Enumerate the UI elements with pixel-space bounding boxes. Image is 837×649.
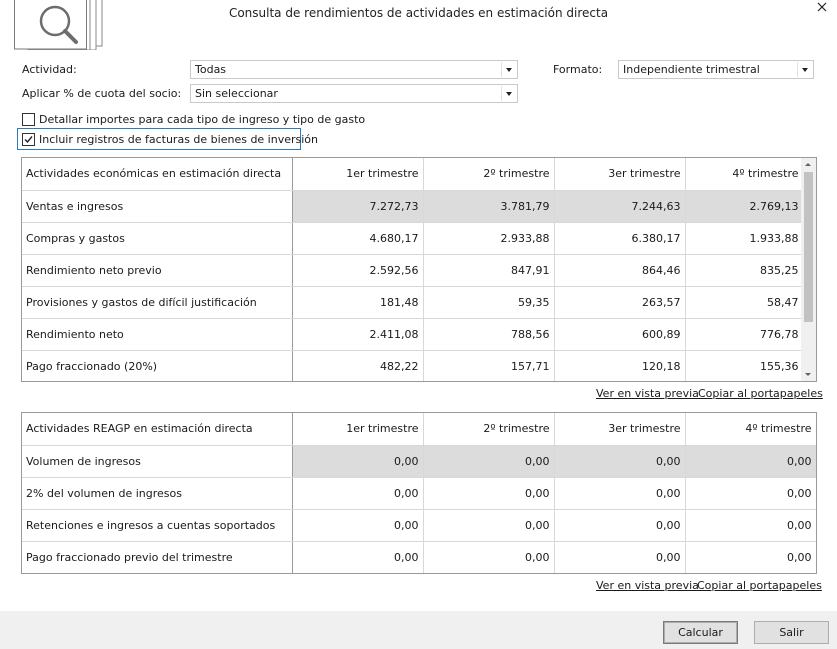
reagp-activities-grid[interactable] — [21, 412, 817, 574]
formato-select-value: Independiente trimestral — [623, 63, 760, 76]
column-header-quarter[interactable]: 3er trimestre — [554, 413, 685, 445]
close-icon[interactable] — [812, 0, 832, 16]
table-row[interactable] — [22, 254, 803, 286]
scrollbar-thumb[interactable] — [804, 172, 813, 322]
table-header-row[interactable] — [22, 413, 816, 445]
table-cell[interactable]: 835,25 — [685, 254, 803, 286]
table-cell[interactable]: 0,00 — [423, 445, 554, 477]
table-row[interactable] — [22, 541, 816, 573]
copy-link-table2[interactable]: Copiar al portapapeles — [697, 579, 822, 592]
table-cell[interactable]: 0,00 — [292, 445, 423, 477]
table-cell[interactable]: 157,71 — [423, 350, 554, 382]
table-cell[interactable]: 847,91 — [423, 254, 554, 286]
table-row[interactable] — [22, 318, 803, 350]
incluir-checkbox[interactable] — [22, 133, 35, 146]
column-header-quarter[interactable]: 1er trimestre — [292, 158, 423, 190]
table-cell[interactable]: 7.272,73 — [292, 190, 423, 222]
chevron-down-icon[interactable] — [797, 62, 812, 77]
economic-activities-grid[interactable] — [21, 157, 817, 382]
table-cell[interactable]: 181,48 — [292, 286, 423, 318]
table-cell[interactable]: 2.592,56 — [292, 254, 423, 286]
table-row[interactable] — [22, 509, 816, 541]
table-cell[interactable]: 0,00 — [685, 477, 816, 509]
table-row[interactable] — [22, 286, 803, 318]
calcular-button[interactable]: Calcular — [663, 621, 738, 644]
column-header-quarter[interactable]: 2º trimestre — [423, 158, 554, 190]
row-label[interactable]: Volumen de ingresos — [22, 445, 292, 477]
cuota-label: Aplicar % de cuota del socio: — [22, 87, 182, 100]
column-header-quarter[interactable]: 4º trimestre — [685, 413, 816, 445]
detallar-checkbox[interactable] — [22, 113, 35, 126]
copy-link-table1[interactable]: Copiar al portapapeles — [698, 387, 823, 400]
scroll-up-icon[interactable] — [801, 158, 816, 170]
table-cell[interactable]: 59,35 — [423, 286, 554, 318]
cuota-select[interactable] — [190, 84, 518, 103]
table-cell[interactable]: 0,00 — [554, 541, 685, 573]
detallar-checkbox-label: Detallar importes para cada tipo de ingreso y tipo de gasto — [39, 112, 366, 126]
chevron-down-icon[interactable] — [501, 62, 516, 77]
table-cell[interactable]: 0,00 — [554, 509, 685, 541]
table-cell[interactable]: 0,00 — [292, 541, 423, 573]
table-cell[interactable]: 1.933,88 — [685, 222, 803, 254]
preview-link-table1[interactable]: Ver en vista previa — [596, 387, 699, 400]
row-label[interactable]: Pago fraccionado (20%) — [22, 350, 292, 382]
column-header-quarter[interactable]: 1er trimestre — [292, 413, 423, 445]
table-cell[interactable]: 2.411,08 — [292, 318, 423, 350]
table-cell[interactable]: 0,00 — [423, 541, 554, 573]
row-label[interactable]: Rendimiento neto — [22, 318, 292, 350]
reagp-activities-table — [22, 413, 817, 574]
preview-link-table2[interactable]: Ver en vista previa — [596, 579, 699, 592]
incluir-checkbox-label: Incluir registros de facturas de bienes de inversión — [39, 132, 319, 146]
table-row[interactable] — [22, 222, 803, 254]
table-cell[interactable]: 7.244,63 — [554, 190, 685, 222]
table-cell[interactable]: 0,00 — [685, 509, 816, 541]
formato-select[interactable] — [618, 60, 814, 79]
detallar-checkbox-row[interactable] — [22, 109, 365, 129]
table-header-row[interactable] — [22, 158, 803, 190]
column-header-concept[interactable]: Actividades económicas en estimación directa — [22, 158, 292, 190]
row-label[interactable]: Rendimiento neto previo — [22, 254, 292, 286]
row-label[interactable]: Retenciones e ingresos a cuentas soportados — [22, 509, 292, 541]
row-label[interactable]: Ventas e ingresos — [22, 190, 292, 222]
table-cell[interactable]: 0,00 — [423, 509, 554, 541]
scroll-down-icon[interactable] — [801, 369, 816, 381]
table-row[interactable] — [22, 477, 816, 509]
table-cell[interactable]: 0,00 — [292, 509, 423, 541]
economic-activities-table — [22, 158, 804, 382]
formato-label: Formato: — [553, 63, 603, 76]
row-label[interactable]: Provisiones y gastos de difícil justificación — [22, 286, 292, 318]
table-cell[interactable]: 788,56 — [423, 318, 554, 350]
window-title: Consulta de rendimientos de actividades en estimación directa — [228, 6, 609, 20]
chevron-down-icon[interactable] — [501, 86, 516, 101]
table-cell[interactable]: 0,00 — [685, 541, 816, 573]
table-cell[interactable]: 0,00 — [292, 477, 423, 509]
actividad-select-value: Todas — [195, 63, 227, 76]
table-cell[interactable]: 155,36 — [685, 350, 803, 382]
table-cell[interactable]: 58,47 — [685, 286, 803, 318]
row-label[interactable]: Compras y gastos — [22, 222, 292, 254]
table-cell[interactable]: 263,57 — [554, 286, 685, 318]
salir-button[interactable]: Salir — [754, 621, 829, 644]
row-label[interactable]: 2% del volumen de ingresos — [22, 477, 292, 509]
table-cell[interactable]: 0,00 — [554, 477, 685, 509]
table-cell[interactable]: 0,00 — [423, 477, 554, 509]
actividad-label: Actividad: — [22, 63, 77, 76]
incluir-checkbox-row[interactable] — [17, 128, 319, 150]
column-header-quarter[interactable]: 3er trimestre — [554, 158, 685, 190]
row-label[interactable]: Pago fraccionado previo del trimestre — [22, 541, 292, 573]
cuota-select-value: Sin seleccionar — [195, 87, 278, 100]
column-header-quarter[interactable]: 4º trimestre — [685, 158, 803, 190]
table-cell[interactable]: 600,89 — [554, 318, 685, 350]
table-cell[interactable]: 2.769,13 — [685, 190, 803, 222]
vertical-scrollbar[interactable] — [801, 158, 816, 381]
table-cell[interactable]: 6.380,17 — [554, 222, 685, 254]
column-header-concept[interactable]: Actividades REAGP en estimación directa — [22, 413, 292, 445]
table-cell[interactable]: 120,18 — [554, 350, 685, 382]
table-row[interactable] — [22, 445, 816, 477]
table-cell[interactable]: 0,00 — [554, 445, 685, 477]
table-cell[interactable]: 3.781,79 — [423, 190, 554, 222]
column-header-quarter[interactable]: 2º trimestre — [423, 413, 554, 445]
table-row[interactable] — [22, 350, 803, 382]
table-cell[interactable]: 482,22 — [292, 350, 423, 382]
table-cell[interactable]: 4.680,17 — [292, 222, 423, 254]
table-cell[interactable]: 776,78 — [685, 318, 803, 350]
table-cell[interactable]: 864,46 — [554, 254, 685, 286]
table-cell[interactable]: 0,00 — [685, 445, 816, 477]
checkmark-icon — [23, 134, 34, 145]
table-cell[interactable]: 2.933,88 — [423, 222, 554, 254]
table-row[interactable] — [22, 190, 803, 222]
actividad-select[interactable] — [190, 60, 518, 79]
